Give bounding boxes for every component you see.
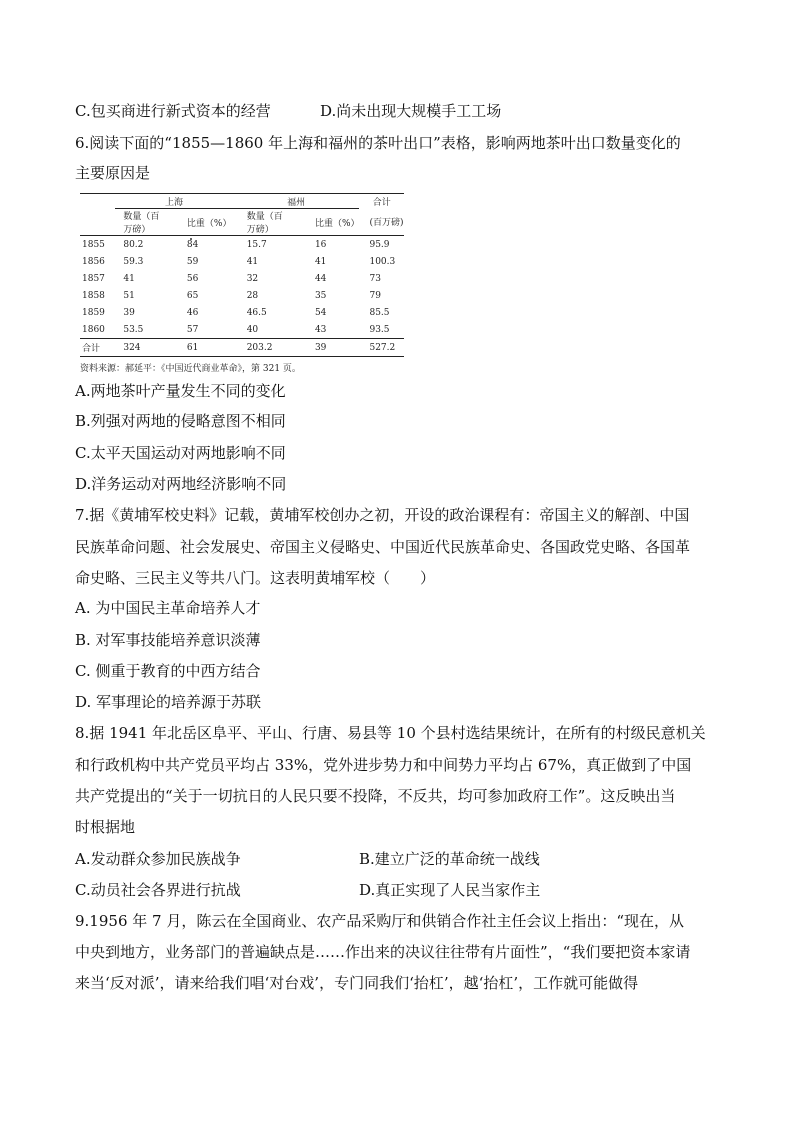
q6-stem-line-1: 6.阅读下面的“1855—1860 年上海和福州的茶叶出口”表格，影响两地茶叶出口数量变化的 [75, 134, 681, 152]
q9-stem-line-1: 9.1956 年 7 月，陈云在全国商业、农产品采购厅和供销合作社主任会议上指出：“现在，从 [75, 912, 685, 930]
q6-option-a: A.两地茶叶产量发生不同的变化 [75, 382, 286, 400]
q7-stem-line-1: 7.据《黄埔军校史料》记载，黄埔军校创办之初，开设的政治课程有：帝国主义的解剖、中国 [75, 506, 690, 524]
col-fz-pct: 比重（%） [291, 209, 360, 236]
scan-speck [190, 238, 192, 240]
q8-stem-line-4: 时根据地 [75, 818, 136, 836]
q8-stem-line-3: 共产党提出的“关于一切抗日的人民只要不投降，不反共，均可参加政府工作”。这反映出当 [75, 787, 676, 805]
table-row: 1856 59.3 59 41 41 100.3 [82, 256, 396, 267]
col-sh-qty: 数量（百万磅） [115, 209, 163, 236]
q7-stem-line-3: 命史略、三民主义等共八门。这表明黄埔军校（ ） [75, 569, 436, 587]
q5-option-c: C.包买商进行新式资本的经营 [75, 102, 271, 120]
table-source-note: 资料来源：郝延平：《中国近代商业革命》，第 321 页。 [80, 364, 301, 374]
col-group-total: 合计 [359, 194, 404, 209]
table-row: 1855 80.2 84 15.7 16 95.9 [82, 239, 390, 250]
table-total-row: 合计 324 61 203.2 39 527.2 [80, 339, 404, 357]
q5-option-d: D.尚未出现大规模手工工场 [320, 102, 502, 120]
col-sh-pct: 比重（%） [163, 209, 233, 236]
q7-option-c: C. 侧重于教育的中西方结合 [75, 662, 261, 680]
q9-stem-line-2: 中央到地方，业务部门的普遍缺点是……作出来的决议往往带有片面性”，“我们要把资本家请 [75, 943, 691, 961]
q9-stem-line-3: 来当‘反对派’，请来给我们唱‘对台戏’，专门同我们‘抬杠’，越‘抬杠’，工作就可能做得 [75, 974, 639, 992]
q6-option-d: D.洋务运动对两地经济影响不同 [75, 475, 287, 493]
col-group-fuzhou: 福州 [233, 194, 360, 209]
col-fz-qty: 数量（百万磅） [233, 209, 291, 236]
table-row: 1858 51 65 28 35 79 [82, 290, 381, 301]
q6-option-c: C.太平天国运动对两地影响不同 [75, 444, 286, 462]
col-group-shanghai: 上海 [115, 194, 232, 209]
q8-option-a: A.发动群众参加民族战争 [75, 850, 241, 868]
q7-option-a: A. 为中国民主革命培养人才 [75, 599, 261, 617]
tea-export-table [80, 193, 404, 357]
q6-stem-line-2: 主要原因是 [75, 164, 151, 182]
q7-option-d: D. 军事理论的培养源于苏联 [75, 693, 262, 711]
table-row: 1859 39 46 46.5 54 85.5 [82, 307, 390, 318]
q6-option-b: B.列强对两地的侵略意图不相同 [75, 412, 286, 430]
q8-option-b: B.建立广泛的革命统一战线 [359, 850, 540, 868]
q8-option-d: D.真正实现了人民当家作主 [359, 881, 541, 899]
table-row: 1857 41 56 32 44 73 [82, 273, 381, 284]
q7-option-b: B. 对军事技能培养意识淡薄 [75, 631, 261, 649]
q7-stem-line-2: 民族革命问题、社会发展史、帝国主义侵略史、中国近代民族革命史、各国政党史略、各国革 [75, 538, 691, 556]
table-row: 1860 53.5 57 40 43 93.5 [82, 324, 390, 335]
q8-stem-line-1: 8.据 1941 年北岳区阜平、平山、行唐、易县等 10 个县村选结果统计，在所有的村级民意机关 [75, 724, 706, 742]
q8-stem-line-2: 和行政机构中共产党员平均占 33%，党外进步势力和中间势力平均占 67%，真正做到了中国 [75, 756, 692, 774]
q8-option-c: C.动员社会各界进行抗战 [75, 881, 241, 899]
col-total-qty: (百万磅) [359, 209, 404, 236]
